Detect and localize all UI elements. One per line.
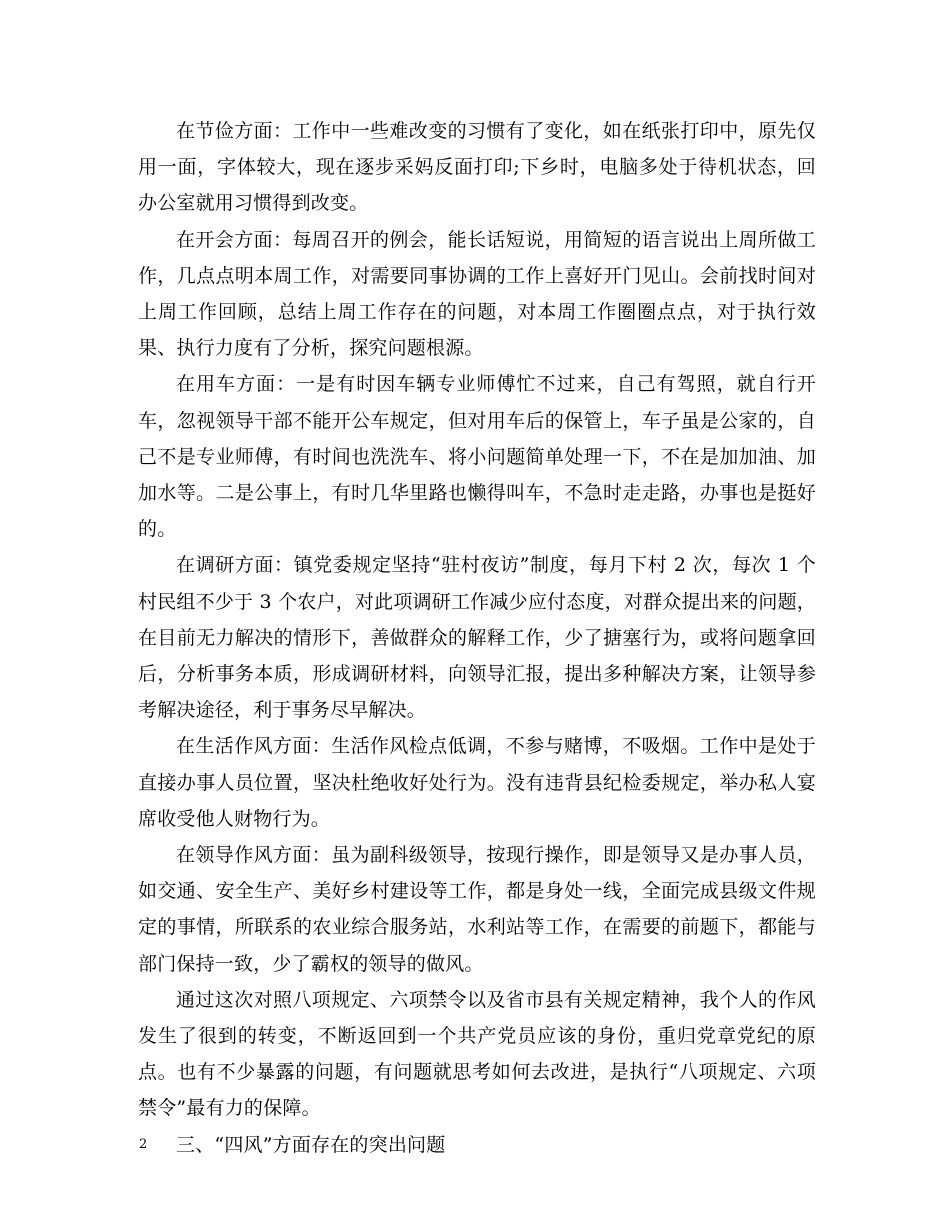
paragraph-vehicle-use: 在用车方面：一是有时因车辆专业师傅忙不过来，自己有驾照，就自行开车，忽视领导干部不能开公车规定，但对用车后的保管上，车子虽是公家的，自己不是专业师傅，有时间也洗洗车、将小问题简单处理一下，不在是加加油、加加水等。二是公事上，有时几华里路也懒得叫车，不急时走走路，办事也是挺好的。: [138, 373, 816, 541]
paragraph-leadership-style: 在领导作风方面：虽为副科级领导，按现行操作，即是领导又是办事人员，如交通、安全生产、美好乡村建设等工作，都是身处一线，全面完成县级文件规定的事情，所联系的农业综合服务站，水利站等工作，在需要的前题下，都能与部门保持一致，少了霸权的领导的做风。: [138, 844, 816, 975]
paragraph-thrift: 在节俭方面：工作中一些难改变的习惯有了变化，如在纸张打印中，原先仅用一面，字体较大，现在逐步采妈反面打印;下乡时，电脑多处于待机状态，回办公室就用习惯得到改变。: [138, 120, 816, 215]
paragraph-research: 在调研方面：镇党委规定坚持“驻村夜访”制度，每月下村 2 次，每次 1 个村民组不少于 3 个农户，对此项调研工作减少应付态度，对群众提出来的问题，在目前无力解决的情形下，善做群众的解释工作，少了搪塞行为，或将问题拿回后，分析事务本质，形成调研材料，向领导汇报，提出多种解决方案，让领导参考解决途径，利于事务尽早解决。: [138, 554, 816, 722]
page-number: 2: [139, 1137, 148, 1152]
document-body: [138, 113, 816, 1163]
paragraph-meetings: 在开会方面：每周召开的例会，能长话短说，用简短的语言说出上周所做工作，几点点明本周工作，对需要同事协调的工作上喜好开门见山。会前找时间对上周工作回顾，总结上周工作存在的问题，对本周工作圈圈点点，对于执行效果、执行力度有了分析，探究问题根源。: [138, 228, 816, 360]
paragraph-summary: 通过这次对照八项规定、六项禁令以及省市县有关规定精神，我个人的作风发生了很到的转变，不断返回到一个共产党员应该的身份，重归党章党纪的原点。也有不少暴露的问题，有问题就思考如何去改进，是执行“八项规定、六项禁令”最有力的保障。: [138, 988, 816, 1120]
paragraph-lifestyle: 在生活作风方面：生活作风检点低调，不参与赌博，不吸烟。工作中是处于直接办事人员位置，坚决杜绝收好处行为。没有违背县纪检委规定，举办私人宴席收受他人财物行为。: [138, 735, 816, 830]
section-heading-four-styles: 三、“四风”方面存在的突出问题: [176, 1133, 446, 1156]
